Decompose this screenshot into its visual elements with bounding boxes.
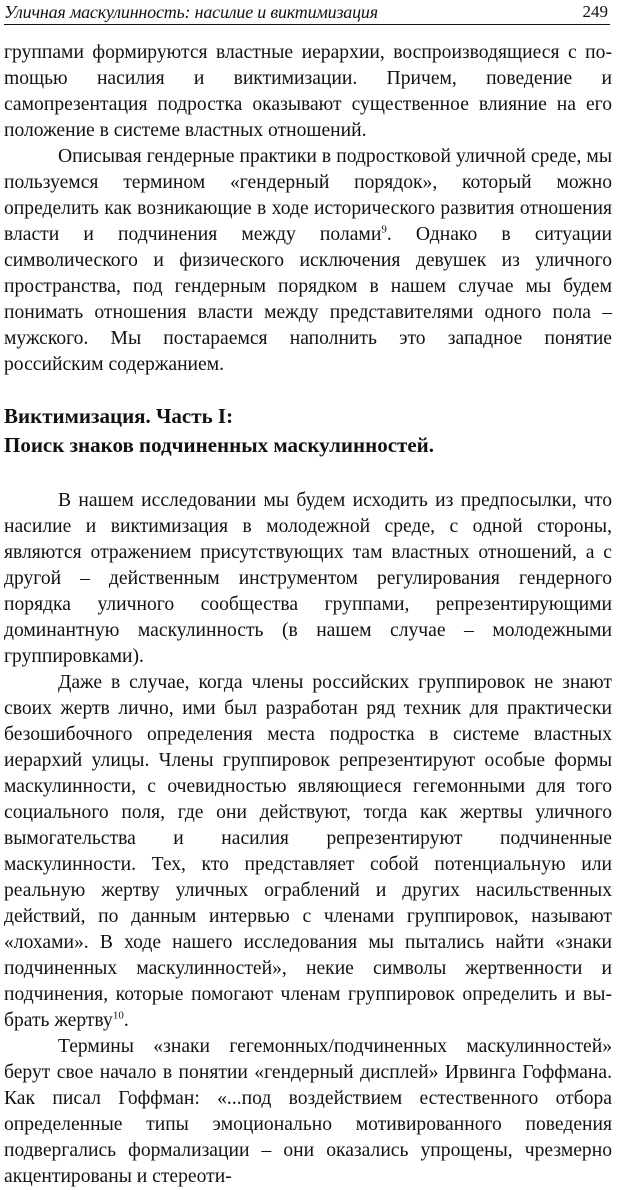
running-header [4,2,610,25]
running-title: Уличная маскулинность: насилие и виктимизация [4,2,378,22]
paragraph-2-text-a: Описывая гендерные практики в подростковой уличной среде, мы пользуемся термином «гендерный порядок», который можно определить как возникающие в ходе исторического развития отношения власти и подчинения между полами [4,146,612,245]
body-text [4,40,612,1190]
paragraph-4-text-a: Даже в случае, когда члены российских группировок не знают своих жертв лично, ими был разработан ряд техник для практически безошибочного определения места подростка в системе властных иерархий улицы. Члены группировок репрезентируют особые формы маскулинности, с очевидностью являющиеся гегемонными для того социального поля, где они действуют, тогда как жертвы уличного вымогательства и насилия репрезентируют подчиненные маскулинности. Тех, кто представляет собой потенциальную или реальную жертву уличных ограблений и других насильственных действий, по данным интервью с членами группировок, называют «лохами». В ходе нашего исследования мы пытались найти «знаки подчиненных маскулинностей», некие символы жертвенности и подчинения, которые помогают членам группировок определить и выбрать жертву [4,672,612,1031]
footnote-marker-10: 10 [112,1009,124,1022]
paragraph-4-text-b: . [123,1010,129,1031]
page-number: 249 [582,2,608,21]
paragraph-2 [4,144,612,378]
footnote-marker-9: 9 [381,223,387,236]
paragraph-2-text-b: . Однако в ситуации символического и физического исключения девушек из уличного пространства, под гендерным порядком в нашем случае мы будем понимать отношения власти между представителями одного пола – мужского. Мы постараемся наполнить это западное понятие российским содержанием. [4,224,612,375]
section-heading [4,402,612,460]
paragraph-5: Термины «знаки гегемонных/подчиненных маскулинностей» берут свое начало в понятии «гендерный дисплей» Ирвинга Гоффмана. Как писал Гоффман: «...под воздействием естественного отбора определенные типы эмоционально мотивированного поведения подвергались формализации – они оказались упрощены, чрезмерно акцентированы и стереоти- [4,1036,612,1187]
paragraph-3: В нашем исследовании мы будем исходить из предпосылки, что насилие и виктимизация в молодежной среде, с одной стороны, являются отражением присутствующих там властных отношений, а с другой – действенным инструментом регулирования гендерного порядка уличного сообщества группами, репрезентирующими доминантную маскулинность (в нашем случае – молодежными группировками). [4,490,612,667]
section-heading-line-2: Поиск знаков подчиненных маскулинностей. [4,433,435,457]
paragraph-4 [4,670,612,1034]
paragraph-1: группами формируются властные иерархии, воспроизводящиеся с поmощью насилия и виктимизации. Причем, поведение и самопрезентация подростка оказывают существенное влияние на его положение в системе властных отношений. [4,42,612,141]
section-heading-line-1: Виктимизация. Часть I: [4,404,234,428]
